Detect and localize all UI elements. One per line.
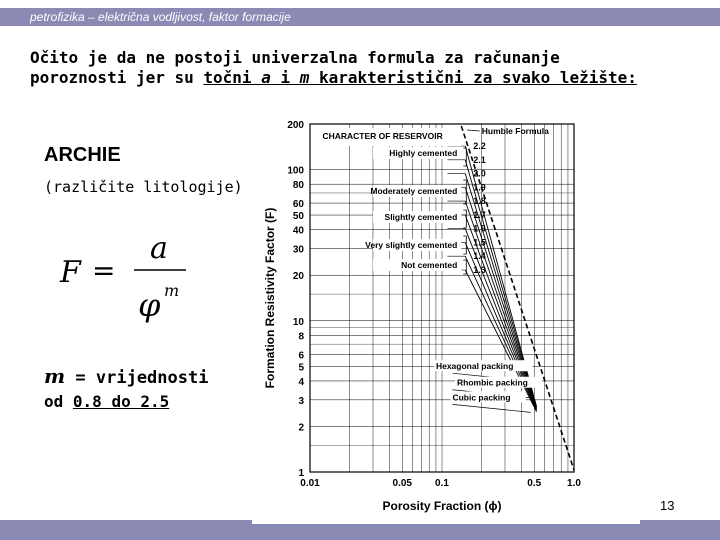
range-high: 2.5 [140,392,170,411]
y-tick-label: 100 [287,165,304,177]
m-value-label: 1.4 [473,251,486,262]
y-tick-label: 60 [292,199,304,211]
footer-white-gap [252,520,640,524]
intro-line-2 [30,68,637,88]
annotation-humble: Humble Formula [481,126,549,136]
archie-formula [52,228,202,328]
x-tick-label: 0.5 [527,478,542,489]
annotation-packing: Cubic packing [452,392,511,403]
intro-line-2-underlined [203,68,637,87]
y-axis-title: Formation Resistivity Factor (F) [263,207,277,389]
y-tick-label: 40 [292,225,304,237]
formula-phi: φ [138,286,161,324]
m-value-label: 1.7 [473,209,486,220]
m-value-label: 1.6 [473,223,486,234]
x-tick-label: 0.05 [392,478,412,489]
m-value-label: 2.0 [473,168,486,179]
reservoir-class-label: Very slightly cemented [365,240,458,250]
x-axis-title: Porosity Fraction (ϕ) [382,499,502,513]
m-value-label: 1.9 [473,182,486,193]
y-tick-label: 20 [292,271,304,283]
packing-leader [452,404,530,412]
intro-text [30,48,637,88]
y-tick-label: 3 [298,395,304,407]
formula-a: a [150,231,168,266]
formula-F: F [60,255,81,290]
reservoir-class-label: Moderately cemented [370,186,458,196]
reservoir-class-label: Highly cemented [389,148,458,158]
formula-equals: = [92,254,116,287]
m-value-label: 2.1 [473,154,486,165]
y-tick-label: 8 [298,331,304,343]
range-mid: do [101,392,141,411]
x-tick-label: 0.01 [300,478,320,489]
y-tick-label: 1 [298,468,304,479]
intro-line-1: Očito je da ne postoji univerzalna formula za računanje [30,48,560,67]
intro-rest: karakteristični za svako ležište: [309,68,637,87]
reservoir-header: CHARACTER OF RESERVOIR [322,131,443,141]
chart-series-lines [447,126,574,470]
m-symbol: m [44,364,66,388]
lithology-note: (različite litologije) [44,178,243,196]
y-tick-label: 2 [298,422,304,434]
x-tick-label: 1.0 [567,478,581,489]
reservoir-class-label: Slightly cemented [384,212,458,222]
y-tick-label: 30 [292,244,304,256]
m-line [465,187,536,408]
range-low: 0.8 [72,392,102,411]
intro-m-symbol: m [299,68,310,87]
footer-bar [0,520,720,540]
y-tick-label: 50 [292,211,304,223]
annotation-leader [467,130,480,131]
intro-and: i [270,68,300,87]
chart-svg [252,108,640,520]
annotation-packing: Hexagonal packing [435,361,514,372]
y-tick-label: 4 [298,376,304,388]
range-prefix: od [44,392,73,411]
intro-a-symbol: a [261,68,271,87]
m-value-label: 1.3 [473,265,486,275]
y-tick-label: 80 [292,180,304,192]
chart-grid [310,124,574,472]
chart-labels [263,120,581,513]
x-tick-label: 0.1 [435,478,449,489]
header-title: petrofizika – električna vodljivost, faktor formacije [30,10,291,24]
y-tick-label: 10 [292,316,304,328]
page-number: 13 [660,498,675,513]
reservoir-bracket [463,180,466,204]
m-values-line [44,364,208,388]
intro-tocni: točni [203,68,262,87]
reservoir-bracket [463,210,466,228]
m-range-line [44,392,169,411]
resistivity-chart [252,108,640,520]
header-bar [0,8,720,26]
y-tick-label: 200 [287,120,304,131]
m-value-label: 1.5 [473,237,486,248]
m-value-label: 2.2 [473,141,486,151]
annotation-packing: Rhombic packing [457,377,528,388]
y-tick-label: 6 [298,350,304,362]
formula-m-exponent: m [164,281,180,300]
reservoir-class-label: Not cemented [401,260,458,270]
m-line [465,256,536,411]
m-value-label: 1.8 [473,196,486,207]
intro-line-2-plain: poroznosti jer su [30,68,204,87]
m-values-text: = vrijednosti [65,368,209,388]
y-tick-label: 5 [298,362,304,374]
archie-title: ARCHIE [44,144,121,166]
